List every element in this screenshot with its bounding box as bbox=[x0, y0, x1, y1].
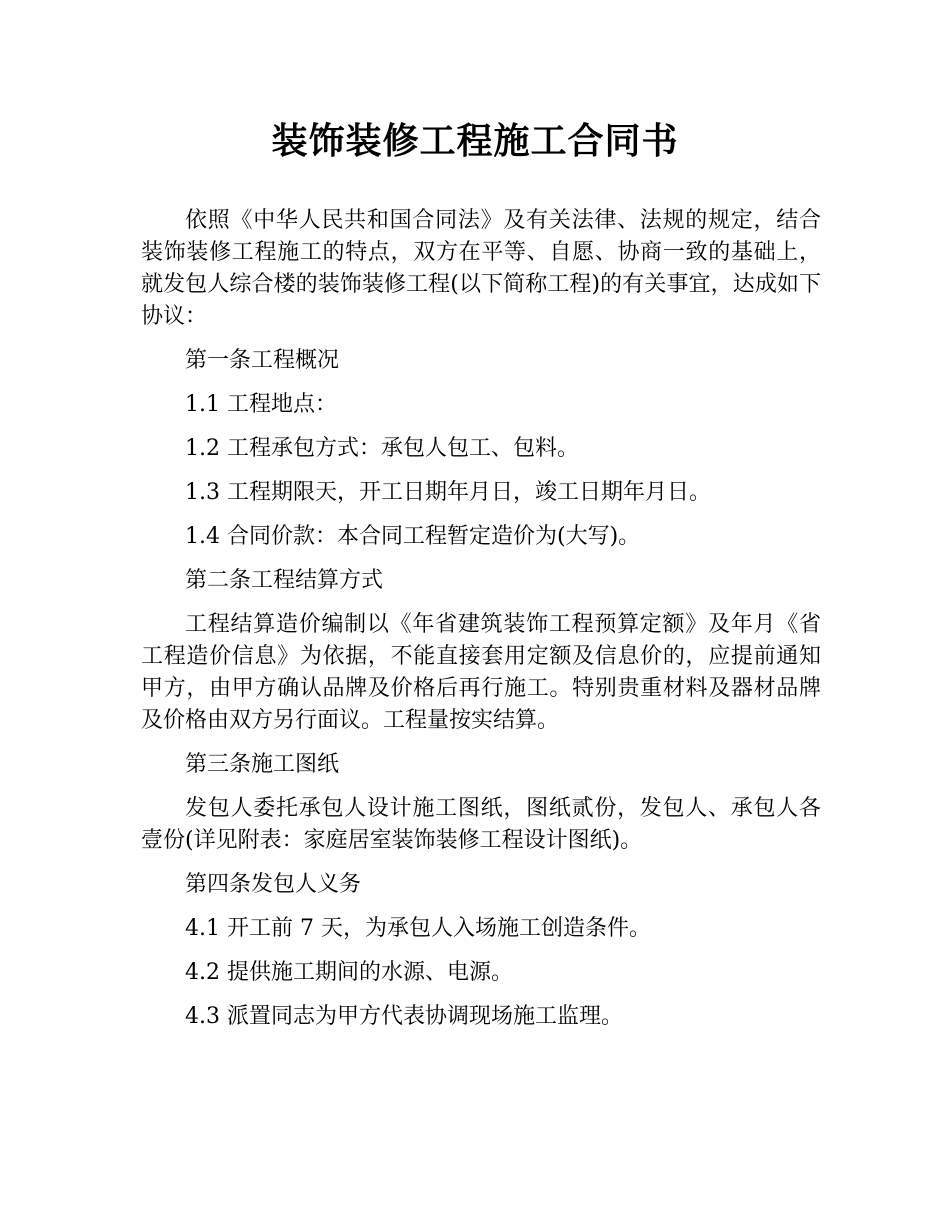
article-4-heading: 第四条发包人义务 bbox=[185, 872, 362, 897]
document-body bbox=[141, 205, 821, 1045]
document-title: 装饰装修工程施工合同书 bbox=[271, 121, 679, 162]
article-2-heading: 第二条工程结算方式 bbox=[185, 568, 384, 593]
clause-1-4: 1.4 合同价款：本合同工程暂定造价为(大写)。 bbox=[185, 524, 641, 549]
clause-1-3: 1.3 工程期限天，开工日期年月日，竣工日期年月日。 bbox=[185, 480, 711, 505]
clause-4-2: 4.2 提供施工期间的水源、电源。 bbox=[185, 960, 513, 985]
clause-1-2: 1.2 工程承包方式：承包人包工、包料。 bbox=[185, 436, 579, 461]
clause-4-1: 4.1 开工前 7 天，为承包人入场施工创造条件。 bbox=[185, 916, 651, 941]
article-1-heading: 第一条工程概况 bbox=[185, 348, 340, 373]
article-3-body: 发包人委托承包人设计施工图纸，图纸贰份，发包人、承包人各壹份(详见附表：家庭居室装饰装修工程设计图纸)。 bbox=[141, 796, 821, 853]
clause-4-3: 4.3 派置同志为甲方代表协调现场施工监理。 bbox=[185, 1004, 623, 1029]
clause-1-1: 1.1 工程地点： bbox=[185, 392, 337, 417]
article-3-heading: 第三条施工图纸 bbox=[185, 752, 340, 777]
intro-paragraph: 依照《中华人民共和国合同法》及有关法律、法规的规定，结合装饰装修工程施工的特点，双方在平等、自愿、协商一致的基础上，就发包人综合楼的装饰装修工程(以下简称工程)的有关事宜，达成如下协议： bbox=[141, 208, 821, 329]
article-2-body: 工程结算造价编制以《年省建筑装饰工程预算定额》及年月《省工程造价信息》为依据，不能直接套用定额及信息价的，应提前通知甲方，由甲方确认品牌及价格后再行施工。特别贵重材料及器材品牌及价格由双方另行面议。工程量按实结算。 bbox=[141, 612, 821, 733]
